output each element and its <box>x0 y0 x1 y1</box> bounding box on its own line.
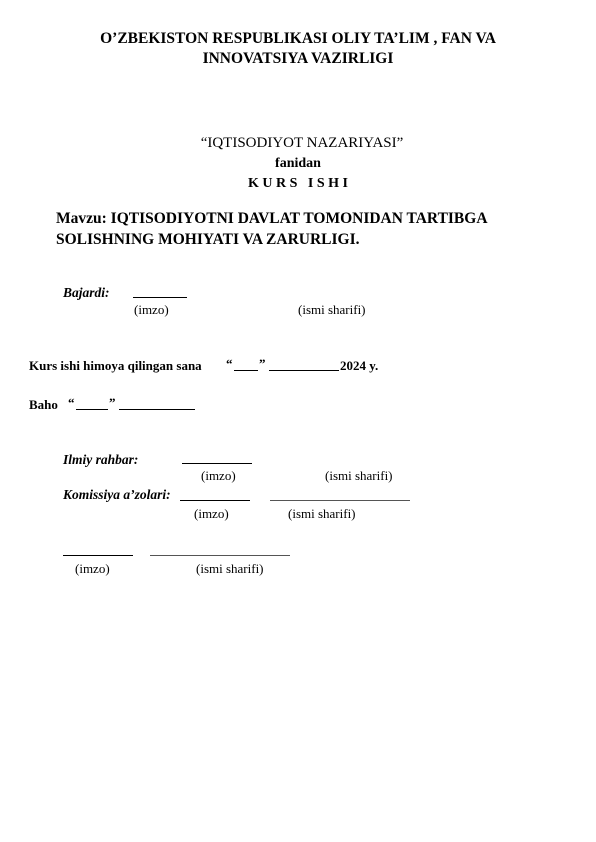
commission-imzo-caption: (imzo) <box>194 506 229 521</box>
defense-date-label: Kurs ishi himoya qilingan sana <box>29 358 202 373</box>
subject-fanidan: fanidan <box>275 156 321 171</box>
defense-close-quote: ” <box>259 356 266 371</box>
supervisor-signature-line <box>182 463 252 464</box>
commission2-name-line <box>150 555 290 556</box>
defense-day-line <box>234 370 258 371</box>
commission-name-caption: (ismi sharifi) <box>288 506 356 521</box>
topic-line1: Mavzu: IQTISODIYOTNI DAVLAT TOMONIDAN TARTIBGA <box>56 210 488 227</box>
bajardi-imzo-caption: (imzo) <box>134 302 169 317</box>
topic-line2: SOLISHNING MOHIYATI VA ZARURLIGI. <box>56 231 360 248</box>
supervisor-label: Ilmiy rahbar: <box>63 452 139 467</box>
supervisor-name-caption: (ismi sharifi) <box>325 468 393 483</box>
ministry-title-line1: O’ZBEKISTON RESPUBLIKASI OLIY TA’LIM , FAN VA <box>100 30 496 47</box>
defense-month-line <box>269 370 339 371</box>
bajardi-name-caption: (ismi sharifi) <box>298 302 366 317</box>
commission2-imzo-caption: (imzo) <box>75 561 110 576</box>
commission-name-line <box>270 500 410 501</box>
grade-open-quote: “ <box>68 395 75 410</box>
grade-score-line <box>76 409 108 410</box>
supervisor-imzo-caption: (imzo) <box>201 468 236 483</box>
commission-label: Komissiya a’zolari: <box>63 487 171 502</box>
commission2-signature-line <box>63 555 133 556</box>
defense-open-quote: “ <box>226 356 233 371</box>
defense-year: 2024 y. <box>340 358 379 373</box>
bajardi-label: Bajardi: <box>63 285 110 300</box>
ministry-title-line2: INNOVATSIYA VAZIRLIGI <box>202 50 394 67</box>
document-kind: K U R S I S H I <box>248 176 348 191</box>
grade-close-quote: ” <box>109 395 116 410</box>
commission-signature-line <box>180 500 250 501</box>
commission2-name-caption: (ismi sharifi) <box>196 561 264 576</box>
subject-name: “IQTISODIYOT NAZARIYASI” <box>200 135 404 151</box>
grade-text-line <box>119 409 195 410</box>
bajardi-signature-line <box>133 297 187 298</box>
grade-label: Baho <box>29 397 58 412</box>
